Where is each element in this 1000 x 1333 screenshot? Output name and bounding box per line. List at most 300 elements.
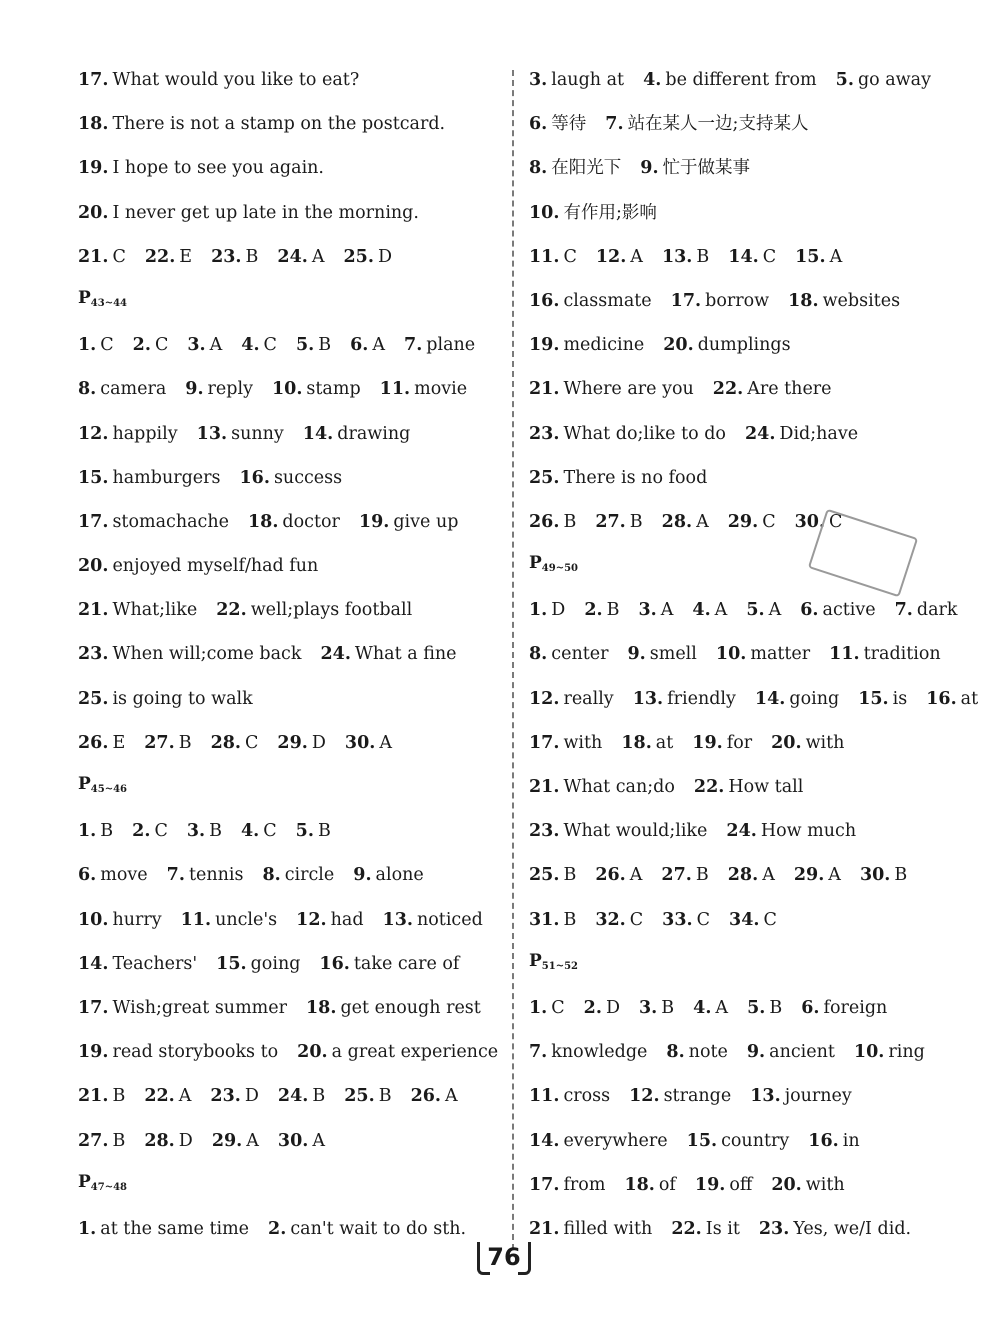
answer-item (216, 588, 412, 632)
answer-item (345, 721, 392, 765)
answer-text: ancient (769, 1042, 835, 1063)
question-number: 28. (144, 1130, 175, 1151)
question-number: 23. (758, 1218, 790, 1239)
question-number: 19. (78, 1042, 109, 1063)
question-number: 12. (296, 909, 327, 930)
answer-item (605, 102, 808, 146)
answer-item (78, 191, 419, 235)
answer-line (78, 1074, 503, 1118)
answer-item (319, 942, 459, 986)
answer-text: B (209, 821, 222, 842)
question-number: 2. (132, 335, 151, 356)
answer-text: C (762, 511, 776, 532)
answer-item (755, 677, 839, 721)
answer-item (595, 898, 643, 942)
answer-text: knowledge (551, 1042, 648, 1063)
question-number: 10. (715, 644, 747, 665)
answer-item (529, 58, 624, 102)
answer-text: D (311, 732, 326, 753)
answer-item (306, 986, 481, 1030)
answer-line (529, 1163, 969, 1207)
question-number: 21. (529, 379, 560, 400)
answer-line (78, 191, 503, 235)
answer-item (78, 146, 324, 190)
question-number: 22. (144, 1086, 175, 1107)
answer-text: center (551, 644, 609, 665)
answer-item (241, 809, 277, 853)
answer-text: really (563, 688, 614, 709)
question-number: 11. (529, 246, 560, 267)
answer-text: hamburgers (112, 467, 221, 488)
answer-item (344, 235, 392, 279)
answer-line (78, 677, 503, 721)
question-number: 20. (663, 335, 694, 356)
question-number: 4. (240, 821, 260, 842)
answer-text: E (179, 246, 193, 267)
answer-item (529, 588, 565, 632)
question-number: 29. (277, 732, 308, 753)
answer-item (529, 279, 652, 323)
answer-item (643, 58, 817, 102)
answer-item (78, 677, 253, 721)
answer-item (529, 191, 657, 235)
question-number: 13. (196, 423, 228, 444)
answer-item (297, 1030, 498, 1074)
answer-item (277, 721, 325, 765)
answer-line (529, 898, 969, 942)
question-number: 5. (747, 997, 766, 1018)
answer-text: classmate (563, 290, 652, 311)
question-number: 2. (268, 1218, 287, 1239)
question-number: 20. (771, 1174, 802, 1195)
answer-line (78, 323, 503, 367)
answer-item (621, 721, 673, 765)
answer-text: with (805, 732, 845, 753)
answer-text: What a fine (354, 644, 457, 665)
answer-item (671, 1207, 740, 1251)
question-number: 23. (210, 1086, 241, 1107)
answer-item (745, 412, 858, 456)
answer-item (277, 235, 324, 279)
answer-item (694, 765, 803, 809)
question-number: 12. (78, 423, 109, 444)
answer-text: A (379, 732, 392, 753)
answer-text: What can;do (563, 777, 675, 797)
answer-text: B (563, 511, 577, 532)
section-heading (78, 279, 503, 323)
answer-item (596, 235, 643, 279)
question-number: 25. (343, 246, 374, 267)
answer-item (181, 898, 278, 942)
answer-item (692, 588, 727, 632)
question-number: 16. (319, 953, 350, 974)
answer-line (78, 146, 503, 190)
answer-text: camera (100, 379, 167, 400)
answer-text: journey (784, 1086, 852, 1107)
answer-text: plane (426, 335, 476, 356)
answer-text: Teachers' (112, 953, 198, 974)
answer-text: circle (284, 865, 335, 886)
answer-item (529, 1207, 652, 1251)
question-number: 15. (78, 467, 109, 488)
question-number: 7. (894, 600, 913, 621)
answer-line (529, 632, 969, 676)
answer-text: stamp (306, 379, 361, 400)
answer-item (344, 1074, 391, 1118)
answer-item (78, 1030, 278, 1074)
question-number: 18. (788, 290, 819, 311)
answer-text: D (551, 600, 566, 621)
question-number: 5. (835, 70, 854, 90)
question-number: 9. (746, 1042, 766, 1063)
answer-line (529, 1030, 969, 1074)
answer-item (788, 279, 900, 323)
answer-item (584, 588, 619, 632)
answer-text: A (246, 1130, 259, 1151)
question-number: 5. (295, 335, 315, 356)
answer-text: cross (563, 1086, 611, 1107)
answer-text: websites (822, 290, 901, 311)
question-number: 14. (302, 423, 334, 444)
answer-item (211, 235, 258, 279)
answer-line (78, 58, 503, 102)
question-number: 27. (78, 1130, 109, 1151)
answer-text: B (100, 821, 114, 842)
question-number: 14. (754, 688, 786, 709)
answer-text: 有作用;影响 (563, 202, 657, 223)
answer-text: filled with (563, 1218, 653, 1239)
question-number: 11. (529, 1086, 560, 1107)
page-range-label: $P_{43\sim 44}$ (78, 287, 128, 309)
question-number: 11. (829, 644, 860, 665)
question-number: 24. (320, 644, 351, 665)
question-number: 19. (694, 1174, 726, 1195)
answer-line (529, 677, 979, 721)
answer-text: at the same time (100, 1218, 250, 1239)
answer-item (728, 853, 775, 897)
answer-item (78, 588, 197, 632)
question-number: 26. (78, 732, 109, 753)
answer-item (829, 632, 941, 676)
question-number: 17. (78, 997, 109, 1018)
answer-item (692, 721, 752, 765)
answer-item (529, 809, 707, 853)
answer-text: active (822, 600, 876, 621)
answer-line (529, 1207, 969, 1251)
answer-item (268, 1207, 466, 1251)
answer-text: I never get up late in the morning. (112, 202, 419, 223)
question-number: 3. (638, 997, 658, 1018)
answer-text: drawing (337, 423, 411, 444)
answer-item (529, 986, 565, 1030)
question-number: 17. (78, 511, 109, 532)
answer-text: What would;like (563, 821, 708, 842)
question-number: 12. (529, 688, 560, 709)
question-number: 1. (78, 821, 97, 842)
question-number: 11. (379, 379, 411, 400)
answer-text: success (273, 467, 343, 488)
answer-item (529, 898, 576, 942)
question-number: 2. (132, 821, 151, 842)
answer-item (248, 500, 340, 544)
answer-line (529, 986, 969, 1030)
answer-text: C (112, 246, 126, 267)
answer-item (296, 809, 331, 853)
answer-item (383, 898, 483, 942)
answer-item (167, 853, 244, 897)
answer-line (78, 544, 503, 588)
answer-line (529, 102, 969, 146)
question-number: 5. (746, 600, 765, 621)
question-number: 19. (692, 732, 723, 753)
answer-text: How much (760, 821, 857, 842)
question-number: 16. (808, 1130, 839, 1151)
answer-item (241, 323, 277, 367)
answer-text: A (209, 335, 223, 356)
question-number: 6. (529, 114, 548, 135)
answer-line (78, 898, 503, 942)
question-number: 33. (662, 909, 693, 930)
answer-text: C (696, 909, 711, 930)
answer-text: for (726, 732, 753, 753)
answer-text: B (563, 865, 577, 886)
answer-item (640, 146, 750, 190)
question-number: 18. (624, 1174, 655, 1195)
section-heading (78, 1163, 503, 1207)
question-number: 10. (271, 379, 303, 400)
answer-text: alone (375, 865, 424, 886)
answer-item (187, 809, 222, 853)
answer-text: happily (112, 423, 178, 444)
answer-text: A (445, 1086, 458, 1107)
answer-item (529, 765, 675, 809)
question-number: 25. (529, 865, 560, 886)
question-number: 10. (853, 1042, 885, 1063)
answer-text: borrow (705, 290, 770, 311)
answer-text: C (245, 732, 259, 753)
answer-text: C (100, 335, 114, 356)
answer-text: A (768, 600, 782, 621)
question-number: 18. (78, 114, 109, 135)
answer-text: uncle's (215, 909, 278, 930)
answer-item (693, 986, 728, 1030)
page-range-label: $P_{49\sim 50}$ (529, 553, 579, 575)
question-number: 30. (859, 865, 891, 886)
question-number: 1. (529, 600, 548, 621)
answer-text: A (762, 865, 775, 886)
answer-item (78, 500, 229, 544)
question-number: 15. (686, 1130, 718, 1151)
question-number: 6. (78, 865, 97, 886)
answer-text: C (763, 909, 777, 930)
answer-item (759, 1207, 911, 1251)
answer-item (854, 1030, 925, 1074)
answer-text: C (762, 246, 777, 267)
question-number: 15. (858, 688, 889, 709)
answer-text: C (829, 511, 843, 532)
answer-text: doctor (282, 511, 340, 532)
answer-item (278, 1074, 325, 1118)
question-number: 26. (595, 865, 626, 886)
question-number: 29. (211, 1130, 243, 1151)
answer-text: dumplings (697, 335, 791, 356)
answer-text: B (112, 1086, 126, 1107)
answer-item (633, 677, 736, 721)
answer-text: Did;have (779, 423, 859, 444)
question-number: 10. (529, 202, 560, 223)
answer-item (272, 367, 361, 411)
answer-item (78, 1119, 125, 1163)
answer-line (78, 942, 503, 986)
answer-text: D (377, 246, 392, 267)
answer-item (216, 942, 300, 986)
answer-text: What;like (112, 600, 198, 621)
question-number: 21. (78, 600, 109, 621)
answer-text: When will;come back (112, 644, 302, 665)
answer-text: B (894, 865, 908, 886)
question-number: 3. (187, 335, 206, 356)
answer-text: note (688, 1042, 728, 1063)
answer-text: B (312, 1086, 326, 1107)
question-number: 25. (78, 688, 109, 709)
answer-item (794, 853, 841, 897)
question-number: 8. (262, 865, 281, 886)
question-number: 4. (643, 70, 662, 90)
answer-item (662, 235, 709, 279)
answer-item (78, 412, 178, 456)
answer-text: B (696, 246, 710, 267)
answer-item (303, 412, 411, 456)
answer-item (529, 146, 621, 190)
answer-text: D (178, 1130, 193, 1151)
question-number: 22. (144, 246, 176, 267)
question-number: 13. (750, 1086, 781, 1107)
question-number: 19. (529, 335, 560, 356)
question-number: 22. (693, 777, 725, 797)
answer-item (529, 367, 694, 411)
answer-text: A (829, 246, 843, 267)
answer-text: laugh at (551, 70, 625, 90)
answer-line (529, 323, 969, 367)
answer-item (404, 323, 475, 367)
answer-text: A (178, 1086, 192, 1107)
question-number: 9. (353, 865, 372, 886)
answer-item (662, 898, 710, 942)
answer-text: going (789, 688, 840, 709)
question-number: 7. (404, 335, 423, 356)
answer-item (858, 677, 907, 721)
question-number: 3. (529, 70, 548, 90)
answer-item (353, 853, 423, 897)
answer-text: give up (393, 511, 459, 532)
question-number: 6. (801, 997, 820, 1018)
answer-item (639, 986, 674, 1030)
question-number: 9. (185, 379, 204, 400)
answer-line (78, 1030, 503, 1074)
answer-text: 忙于做某事 (662, 158, 751, 179)
question-number: 12. (629, 1086, 660, 1107)
answer-item (78, 102, 445, 146)
question-number: 34. (729, 909, 760, 930)
answer-text: A (312, 1130, 325, 1151)
answer-text: 在阳光下 (551, 158, 622, 179)
answer-item (132, 809, 168, 853)
answer-line (529, 58, 969, 102)
question-number: 17. (529, 1174, 560, 1195)
answer-text: A (715, 997, 729, 1018)
question-number: 21. (78, 246, 109, 267)
question-number: 24. (277, 246, 308, 267)
answer-text: Is it (705, 1218, 740, 1239)
question-number: 23. (211, 246, 242, 267)
answer-item (529, 412, 726, 456)
answer-item (78, 323, 114, 367)
page-range-label: $P_{45\sim 46}$ (78, 774, 128, 795)
answer-line (78, 456, 503, 500)
answer-text: C (263, 335, 277, 356)
answer-item (529, 235, 577, 279)
answer-item (78, 942, 197, 986)
left-answer-column (78, 58, 503, 1251)
answer-text: Are there (747, 379, 832, 400)
question-number: 8. (666, 1042, 685, 1063)
answer-text: be different from (665, 70, 817, 90)
answer-text: smell (649, 644, 697, 665)
answer-text: with (805, 1174, 845, 1195)
column-divider (512, 70, 514, 1250)
question-number: 30. (794, 511, 826, 532)
question-number: 15. (795, 246, 826, 267)
question-number: 1. (529, 997, 548, 1018)
question-number: 10. (78, 909, 109, 930)
question-number: 32. (595, 909, 626, 930)
answer-line (529, 721, 969, 765)
answer-item (529, 1119, 668, 1163)
question-number: 3. (638, 600, 657, 621)
question-number: 8. (78, 379, 97, 400)
question-number: 2. (584, 600, 603, 621)
answer-text: everywhere (563, 1130, 668, 1151)
question-number: 29. (793, 865, 825, 886)
answer-item (212, 1119, 259, 1163)
question-number: 27. (595, 511, 626, 532)
question-number: 7. (529, 1042, 548, 1063)
section-heading (529, 942, 969, 986)
answer-line (529, 853, 969, 897)
answer-line (529, 367, 969, 411)
question-number: 20. (78, 202, 109, 223)
answer-item (278, 1119, 325, 1163)
answer-item (144, 721, 191, 765)
answer-item (860, 853, 907, 897)
question-number: 21. (529, 1218, 560, 1239)
answer-text: movie (414, 379, 468, 400)
question-number: 17. (529, 732, 560, 753)
question-number: 9. (640, 158, 659, 179)
answer-text: A (372, 335, 386, 356)
answer-line (529, 146, 969, 190)
answer-item (296, 323, 331, 367)
answer-line (529, 1119, 969, 1163)
answer-text: C (629, 909, 644, 930)
answer-text: B (317, 821, 331, 842)
answer-text: There is not a stamp on the postcard. (112, 114, 446, 135)
question-number: 1. (78, 1218, 97, 1239)
answer-text: ring (888, 1042, 925, 1063)
answer-text: A (629, 865, 643, 886)
answer-item (595, 500, 642, 544)
answer-item (671, 279, 769, 323)
